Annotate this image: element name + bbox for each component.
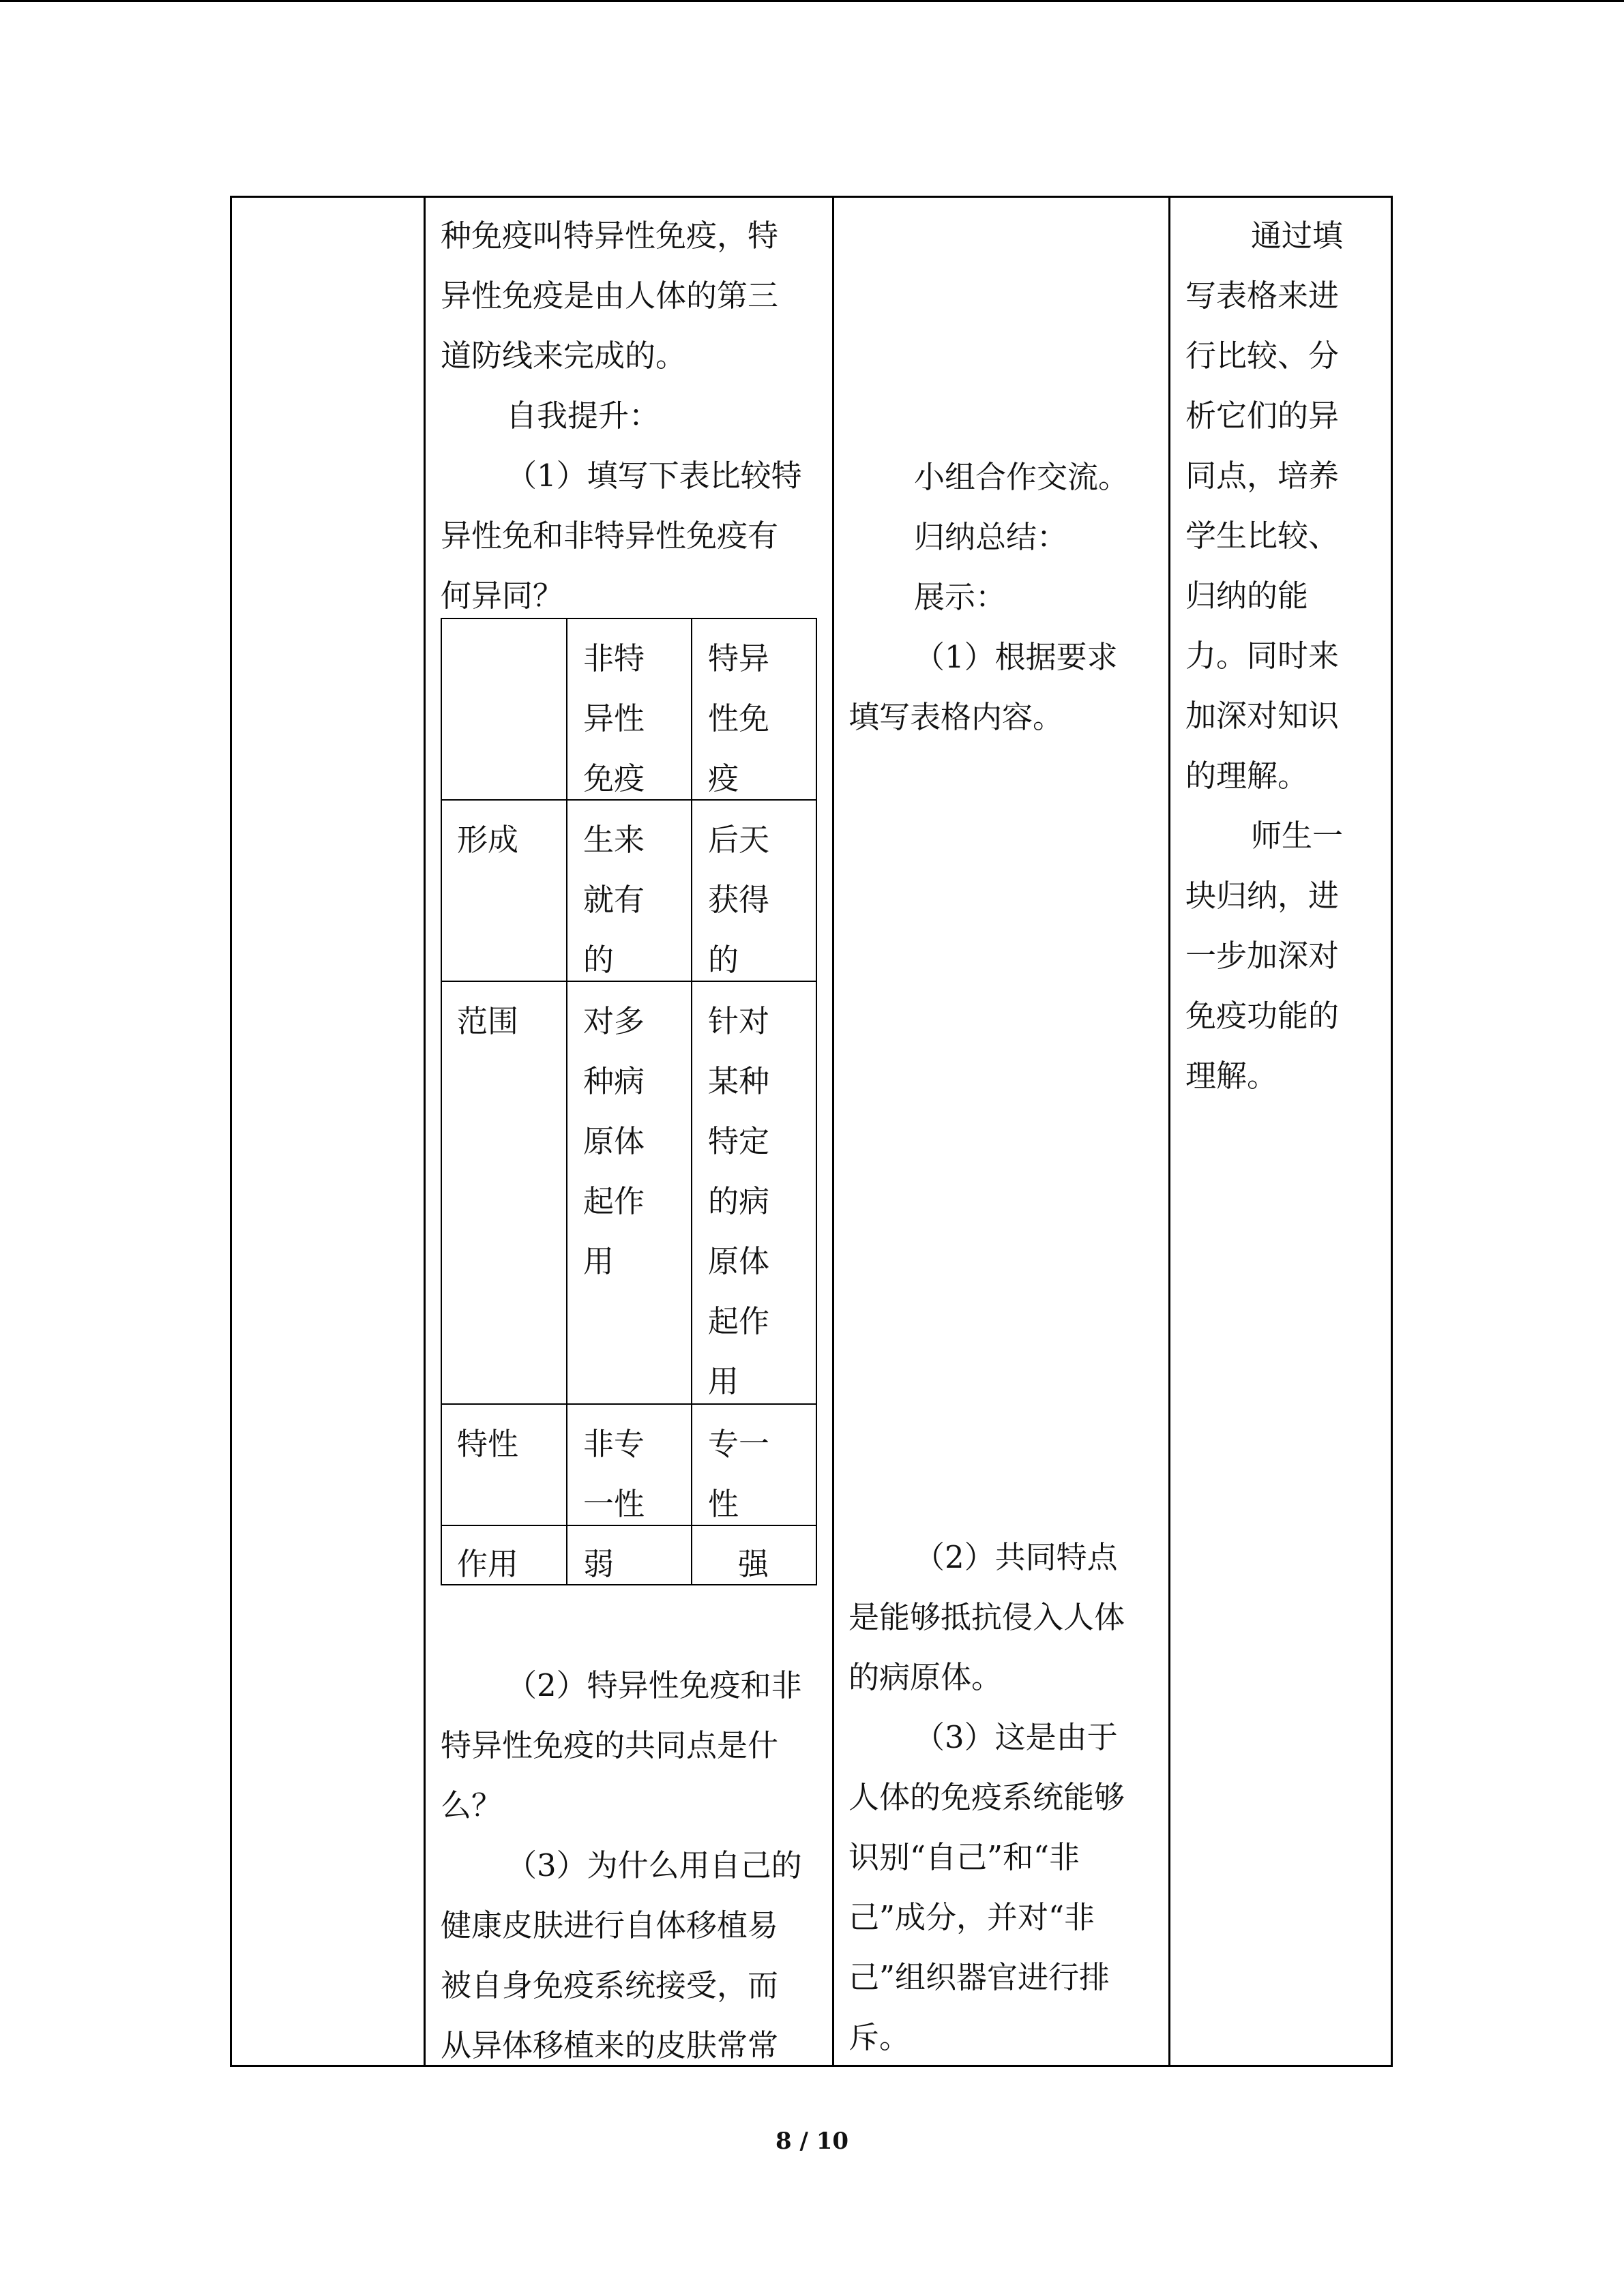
intent-line: 归纳的能 <box>1185 578 1309 614</box>
cell-effect-specific: 强 <box>737 1546 769 1582</box>
intent-line: 同点，培养 <box>1185 458 1340 494</box>
inner-table-line <box>566 618 567 1585</box>
column-divider-4 <box>1168 196 1170 2067</box>
answer-3-line: 己”成分，并对“非 <box>848 1899 1095 1935</box>
intent-line: 通过填 <box>1251 218 1344 254</box>
table-bottom-border <box>230 2065 1393 2067</box>
student-line: 小组合作交流。 <box>914 459 1130 495</box>
cell-effect-nonspecific: 弱 <box>583 1546 615 1582</box>
table-top-border <box>230 196 1393 198</box>
intent-line: 学生比较、 <box>1185 518 1340 554</box>
row-label-property: 特性 <box>457 1426 519 1462</box>
question-3-line: 从异体移植来的皮肤常常 <box>441 2027 779 2063</box>
design-intent <box>1185 206 1343 1106</box>
question-1-line: 异性免和非特异性免疫有 <box>441 518 779 554</box>
intent-line: 免疫功能的 <box>1185 998 1340 1034</box>
answer-3-line: 斥。 <box>848 2019 911 2055</box>
header-nonspecific: 非特 异性 免疫 <box>583 640 645 796</box>
inner-table-line <box>816 618 817 1585</box>
question-3-line: 被自身免疫系统接受，而 <box>441 1967 779 2003</box>
cell-formation-specific: 后天 获得 的 <box>708 822 770 978</box>
answer-3-line: 识别“自己”和“非 <box>848 1839 1080 1875</box>
answer-3-line: （3）这是由于 <box>914 1719 1118 1755</box>
student-line: 归纳总结： <box>914 519 1068 555</box>
cell-formation-nonspecific: 生来 就有 的 <box>583 822 645 978</box>
row-label-scope: 范围 <box>457 1003 519 1039</box>
intent-line: 写表格来进 <box>1185 278 1340 314</box>
inner-table-line <box>441 618 442 1585</box>
cell-property-nonspecific: 非专 一性 <box>583 1426 645 1522</box>
intent-line: 力。同时来 <box>1185 638 1340 674</box>
question-2-line: （2）特异性免疫和非 <box>506 1667 802 1703</box>
answer-1-line: 填写表格内容。 <box>848 699 1064 735</box>
student-line: 展示： <box>914 579 1007 615</box>
column-divider-3 <box>832 196 834 2067</box>
answer-3-line: 人体的免疫系统能够 <box>848 1779 1125 1815</box>
paragraph-line: 道防线来完成的。 <box>441 338 687 374</box>
page-top-border <box>0 0 1624 2</box>
intent-line: 加深对知识 <box>1185 698 1340 734</box>
answer-1-line: （1）根据要求 <box>914 639 1118 675</box>
question-1-line: 何异同？ <box>441 578 564 614</box>
intent-line: 理解。 <box>1185 1058 1278 1094</box>
answer-2-line: （2）共同特点 <box>914 1539 1118 1575</box>
intent-line: 块归纳，进 <box>1185 878 1340 914</box>
student-activity-top <box>848 447 1129 747</box>
row-label-effect: 作用 <box>457 1546 519 1582</box>
header-specific: 特异 性免 疫 <box>708 640 770 796</box>
self-improve-heading: 自我提升： <box>506 398 660 434</box>
cell-property-specific: 专一 性 <box>708 1426 770 1522</box>
cell-scope-specific: 针对 某种 特定 的病 原体 起作 用 <box>708 1003 770 1399</box>
intent-line: 析它们的异 <box>1185 398 1340 434</box>
question-2-line: 么？ <box>441 1787 503 1823</box>
question-1-line: （1）填写下表比较特 <box>506 458 802 494</box>
intent-line: 师生一 <box>1251 818 1344 854</box>
answer-2-line: 是能够抵抗侵入人体 <box>848 1599 1125 1635</box>
intent-line: 行比较、分 <box>1185 338 1340 374</box>
teacher-activity-top <box>441 206 802 626</box>
question-3-line: 健康皮肤进行自体移植易 <box>441 1907 779 1943</box>
cell-scope-nonspecific: 对多 种病 原体 起作 用 <box>583 1003 645 1279</box>
teacher-activity-bottom <box>441 1656 802 2076</box>
paragraph-line: 异性免疫是由人体的第三 <box>441 278 779 314</box>
question-3-line: （3）为什么用自己的 <box>506 1847 802 1883</box>
page-number: 8 / 10 <box>775 2128 849 2155</box>
answer-2-line: 的病原体。 <box>848 1659 1003 1695</box>
inner-table-line <box>691 618 692 1585</box>
answer-3-line: 己”组织器官进行排 <box>848 1959 1110 1995</box>
column-divider-1 <box>230 196 232 2067</box>
student-activity-bottom <box>848 1527 1125 2068</box>
row-label-formation: 形成 <box>457 822 519 858</box>
column-divider-2 <box>424 196 426 2067</box>
intent-line: 一步加深对 <box>1185 938 1340 974</box>
intent-line: 的理解。 <box>1185 758 1309 794</box>
paragraph-line: 种免疫叫特异性免疫，特 <box>441 218 779 254</box>
inner-table-line <box>441 618 817 619</box>
question-2-line: 特异性免疫的共同点是什 <box>441 1727 779 1763</box>
column-divider-5 <box>1391 196 1393 2067</box>
